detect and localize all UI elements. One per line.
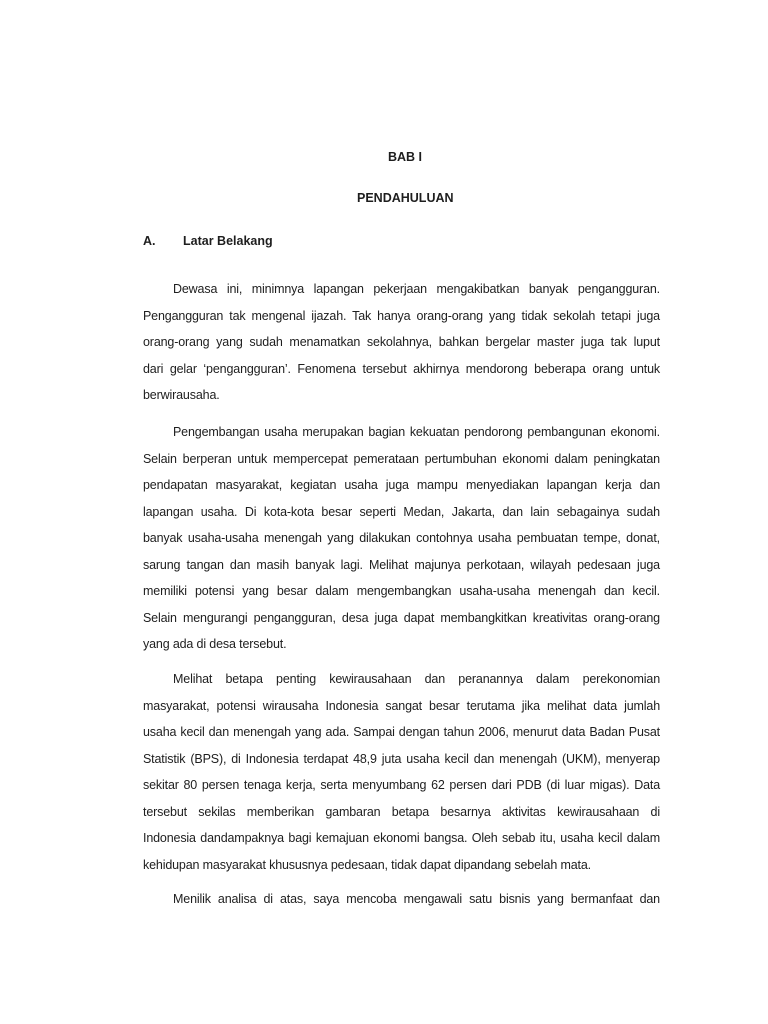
paragraph-line: kehidupan masyarakat khususnya pedesaan, tidak dapat dipandang sebelah mata.: [143, 857, 591, 872]
paragraph-line: tersebut sekilas memberikan gambaran betapa besarnya aktivitas kewirausahaan di: [143, 804, 660, 819]
paragraph-line: Selain berperan untuk mempercepat pemerataan pertumbuhan ekonomi dalam peningkatan: [143, 451, 660, 466]
paragraph-line: sekitar 80 persen tenaga kerja, serta menyumbang 62 persen dari PDB (di luar migas). Data: [143, 778, 660, 792]
paragraph-line: pendapatan masyarakat, kegiatan usaha juga mampu menyediakan lapangan kerja dan: [143, 478, 660, 492]
paragraph-line: lapangan usaha. Di kota-kota besar seperti Medan, Jakarta, dan lain sebagainya sudah: [143, 504, 660, 519]
section-number: A.: [143, 234, 156, 248]
paragraph-line: orang-orang yang sudah menamatkan sekolahnya, bahkan bergelar master juga tak luput: [143, 335, 660, 349]
chapter-heading: BAB I: [388, 150, 423, 164]
paragraph-line: sarung tangan dan masih banyak lagi. Melihat majunya perkotaan, wilayah pedesaan juga: [143, 557, 660, 572]
paragraph-line: Menilik analisa di atas, saya mencoba mengawali satu bisnis yang bermanfaat dan: [173, 892, 660, 906]
paragraph-line: berwirausaha.: [143, 388, 220, 402]
chapter-title: PENDAHULUAN: [357, 191, 454, 205]
paragraph-line: Statistik (BPS), di Indonesia terdapat 48,9 juta usaha kecil dan menengah (UKM), menyerap: [143, 751, 660, 766]
paragraph-line: Dewasa ini, minimnya lapangan pekerjaan mengakibatkan banyak pengangguran.: [173, 282, 660, 296]
section-title: Latar Belakang: [183, 234, 273, 248]
paragraph-line: Indonesia dandampaknya bagi kemajuan ekonomi bangsa. Oleh sebab itu, usaha kecil dalam: [143, 831, 660, 845]
paragraph-line: yang ada di desa tersebut.: [143, 637, 287, 651]
paragraph-line: Melihat betapa penting kewirausahaan dan peranannya dalam perekonomian: [173, 672, 660, 686]
paragraph-line: banyak usaha-usaha menengah yang dilakukan contohnya usaha pembuatan tempe, donat,: [143, 531, 660, 545]
paragraph-line: Selain mengurangi pengangguran, desa juga dapat membangkitkan kreativitas orang-orang: [143, 610, 660, 625]
paragraph-line: usaha kecil dan menengah yang ada. Sampai dengan tahun 2006, menurut data Badan Pusat: [143, 725, 660, 739]
paragraph-line: Pengembangan usaha merupakan bagian kekuatan pendorong pembangunan ekonomi.: [173, 425, 660, 439]
paragraph-line: dari gelar ‘pengangguran’. Fenomena tersebut akhirnya mendorong beberapa orang untuk: [143, 361, 660, 376]
paragraph-line: memiliki potensi yang besar dalam mengembangkan usaha-usaha menengah dan kecil.: [143, 584, 660, 598]
paragraph-line: Pengangguran tak mengenal ijazah. Tak hanya orang-orang yang tidak sekolah tetapi juga: [143, 308, 660, 323]
paragraph-line: masyarakat, potensi wirausaha Indonesia sangat besar terutama jika melihat data jumlah: [143, 698, 660, 713]
